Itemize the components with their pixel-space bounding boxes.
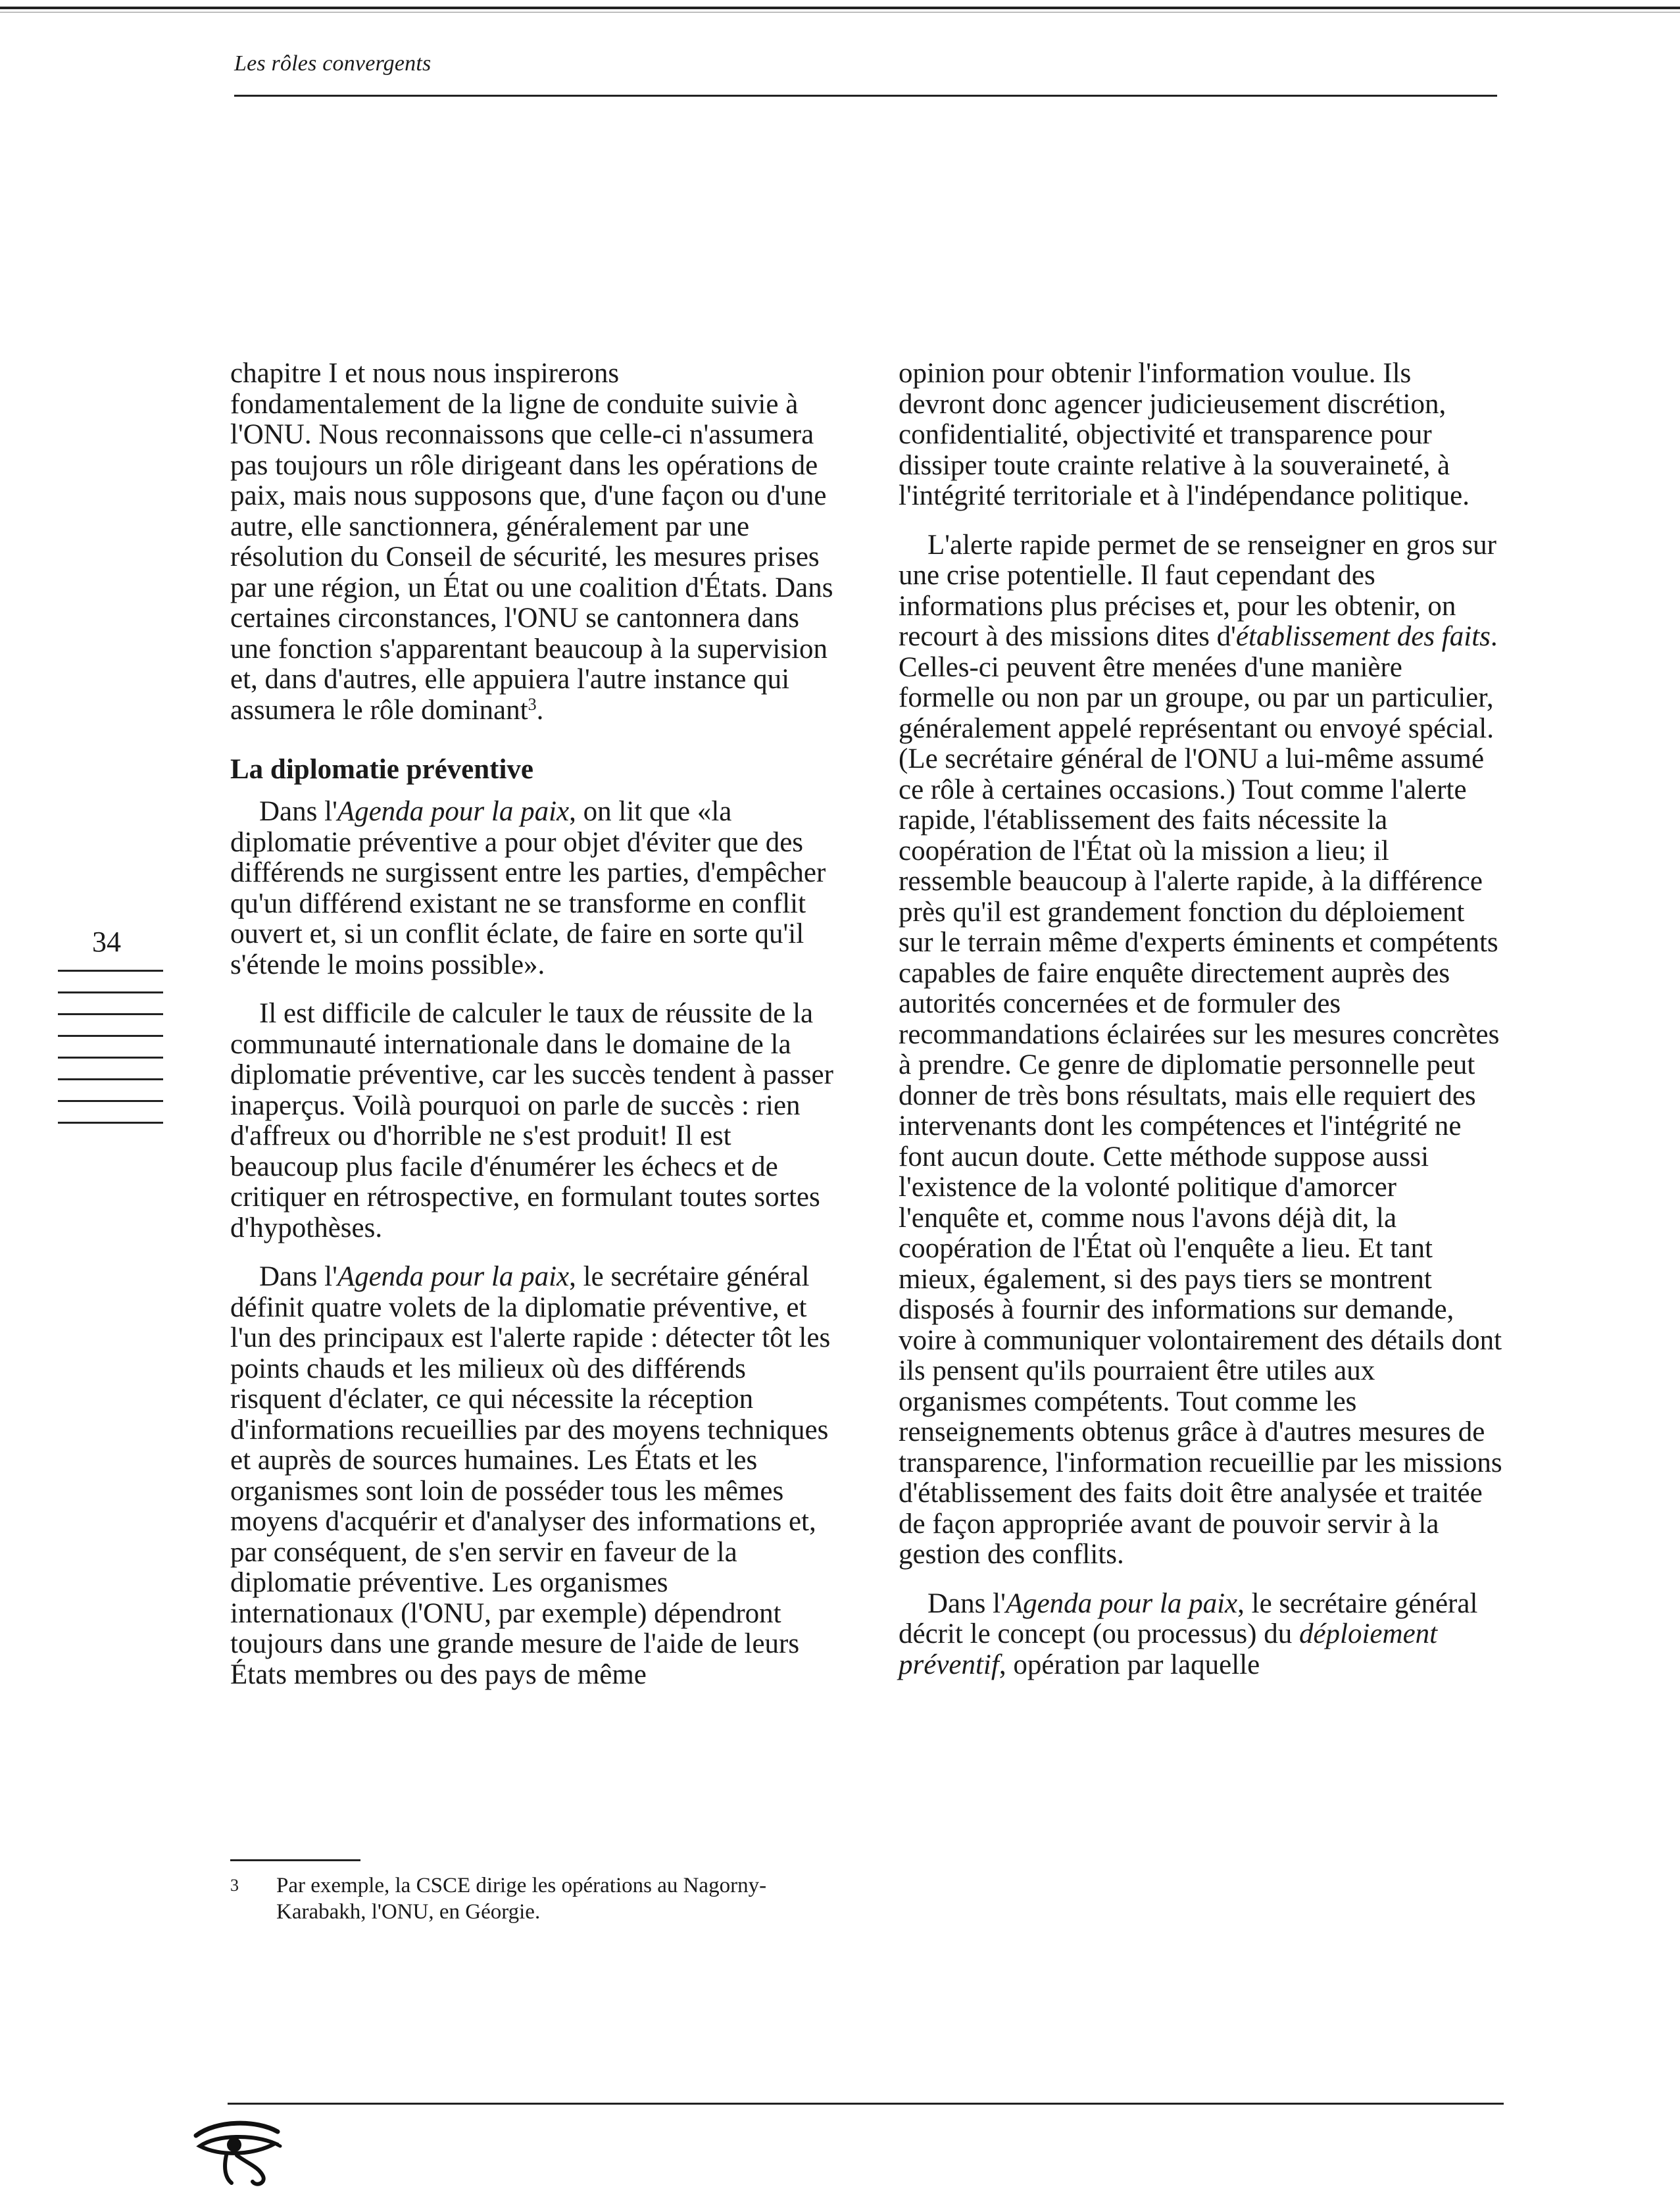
left-column xyxy=(230,359,835,1690)
paragraph: Dans l'Agenda pour la paix, on lit que «la diplomatie préventive a pour objet d'éviter que des différends ne surgissent entre les parties, d'empêcher qu'un différend existant ne se transforme en conflit ouvert et, si un conflit éclate, de faire en sorte qu'il s'étende le moins possible». xyxy=(230,796,826,980)
top-edge-rule xyxy=(0,7,1680,9)
header-rule xyxy=(234,95,1497,97)
paragraph: Dans l'Agenda pour la paix, le secrétaire général définit quatre volets de la diplomatie préventive, et l'un des principaux est l'alerte rapide : détecter tôt les points chauds et les milieux où des différends risquent d'éclater, ce qui nécessite la réception d'informations recueillies par des moyens techniques et auprès de sources humaines. Les États et les organismes sont loin de posséder tous les mêmes moyens d'acquérir et d'analyser des informations et, par conséquent, de s'en servir en faveur de la diplomatie préventive. Les organismes internationaux (l'ONU, par exemple) dépendront toujours dans une grande mesure de l'aide de leurs États membres ou des pays de même xyxy=(230,1261,831,1690)
top-edge-thin-rule xyxy=(0,12,1680,13)
footnote-ref: 3 xyxy=(528,694,537,714)
footnote-text: Par exemple, la CSCE dirige les opérations au Nagorny-Karabakh, l'ONU, en Géorgie. xyxy=(276,1874,767,1924)
section-heading: La diplomatie préventive xyxy=(230,754,534,785)
paragraph: chapitre I et nous nous inspirerons fondamentalement de la ligne de conduite suivie à l'ONU. Nous reconnaissons que celle-ci n'assumera pas toujours un rôle dirigeant dans les opérations de paix, mais nous supposons que, d'une façon ou d'une autre, elle sanctionnera, généralement par une résolution du Conseil de sécurité, les mesures prises par une région, un État ou une coalition d'États. Dans certaines circonstances, l'ONU se cantonnera dans une fonction s'apparentant beaucoup à la supervision et, dans d'autres, elle appuiera l'autre instance qui assumera le rôle dominant$^3$. xyxy=(230,358,833,726)
footer-rule xyxy=(228,2103,1504,2105)
footnote-rule xyxy=(230,1859,360,1861)
running-head: Les rôles convergents xyxy=(234,51,432,76)
right-column xyxy=(899,359,1502,1680)
footnote xyxy=(230,1872,835,1925)
paragraph: opinion pour obtenir l'information voulue. Ils devront donc agencer judicieusement discrétion, confidentialité, objectivité et transparence pour dissiper toute crainte relative à la souveraineté, à l'intégrité territoriale et à l'indépendance politique. xyxy=(899,358,1470,511)
paragraph: Dans l'Agenda pour la paix, le secrétaire général décrit le concept (ou processus) du déploiement préventif, opération par laquelle xyxy=(899,1588,1478,1680)
footnote-number: 3 xyxy=(230,1876,239,1895)
margin-decoration-lines xyxy=(58,970,163,1143)
paragraph: Il est difficile de calculer le taux de réussite de la communauté internationale dans le domaine de la diplomatie préventive, car les succès tendent à passer inaperçus. Voilà pourquoi on parle de succès : rien d'affreux ou d'horrible ne s'est produit! Il est beaucoup plus facile d'énumérer les échecs et de critiquer en rétrospective, en formulant toutes sortes d'hypothèses. xyxy=(230,998,833,1243)
paragraph: L'alerte rapide permet de se renseigner en gros sur une crise potentielle. Il faut cependant des informations plus précises et, pour les obtenir, on recourt à des missions dites d'établissement des faits. Celles-ci peuvent être menées d'une manière formelle ou non par un groupe, ou par un particulier, généralement appelé représentant ou envoyé spécial. (Le secrétaire général de l'ONU a lui-même assumé ce rôle à certaines occasions.) Tout comme l'alerte rapide, l'établissement des faits nécessite la coopération de l'État où la mission a lieu; il ressemble beaucoup à l'alerte rapide, à la différence près qu'il est grandement fonction du déploiement sur le terrain même d'experts éminents et compétents capables de faire enquête directement auprès des autorités concernées et de formuler des recommandations éclairées sur les mesures concrètes à prendre. Ce genre de diplomatie personnelle peut donner de très bons résultats, mais elle requiert des intervenants dont les compétences et l'intégrité ne font aucun doute. Cette méthode suppose aussi l'existence de la volonté politique d'amorcer l'enquête et, comme nous l'avons déjà dit, la coopération de l'État où l'enquête a lieu. Et tant mieux, également, si des pays tiers se montrent disposés à fournir des informations sur demande, voire à communiquer volontairement des détails dont ils pensent qu'ils pourraient être utiles aux organismes compétents. Tout comme les renseignements obtenus grâce à d'autres mesures de transparence, l'information recueillie par les missions d'établissement des faits doit être analysée et traitée de façon appropriée avant de pouvoir servir à la gestion des conflits. xyxy=(899,529,1502,1570)
eye-of-horus-logo-icon xyxy=(191,2117,283,2190)
page-number: 34 xyxy=(92,926,121,958)
